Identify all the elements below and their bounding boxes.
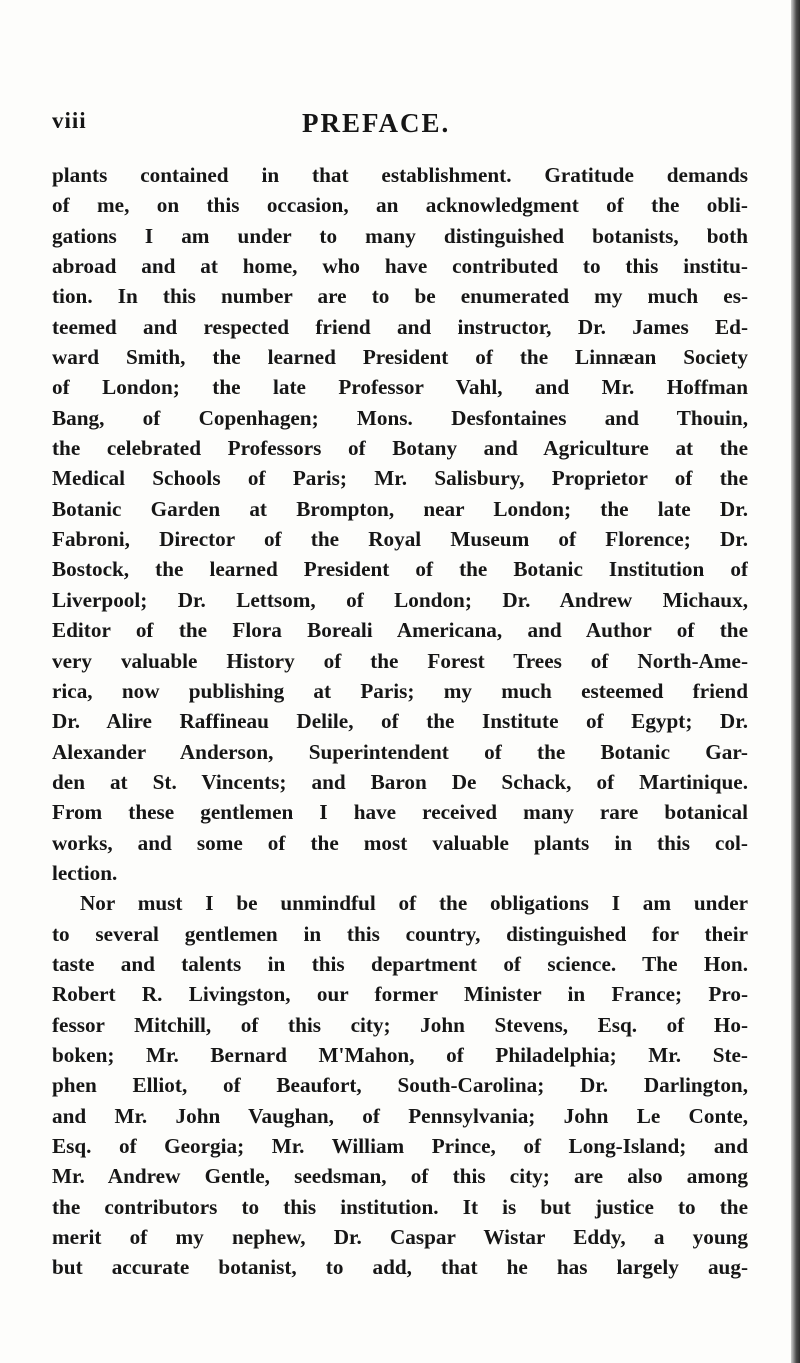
text-line: fessor Mitchill, of this city; John Stevens, Esq. of Ho- — [52, 1012, 748, 1037]
page-edge-shadow — [791, 0, 800, 1363]
text-line: teemed and respected friend and instructor, Dr. James Ed- — [52, 314, 748, 339]
text-line: den at St. Vincents; and Baron De Schack, of Martinique. — [52, 769, 748, 794]
text-line: Bostock, the learned President of the Botanic Institution of — [52, 557, 748, 582]
text-line: but accurate botanist, to add, that he has largely aug- — [52, 1255, 748, 1280]
text-line: and Mr. John Vaughan, of Pennsylvania; John Le Conte, — [52, 1103, 748, 1128]
text-line: to several gentlemen in this country, distinguished for their — [52, 921, 748, 946]
text-line: Robert R. Livingston, our former Minister in France; Pro- — [52, 982, 748, 1007]
text-line: ward Smith, the learned President of the Linnæan Society — [52, 345, 748, 370]
text-line: rica, now publishing at Paris; my much esteemed friend — [52, 678, 748, 703]
text-line: Botanic Garden at Brompton, near London; the late Dr. — [52, 496, 748, 521]
text-line: Medical Schools of Paris; Mr. Salisbury, Proprietor of the — [52, 466, 748, 491]
running-head: PREFACE. — [302, 108, 451, 138]
text-line: abroad and at home, who have contributed to this institu- — [52, 254, 748, 279]
text-line: Alexander Anderson, Superintendent of the Botanic Gar- — [52, 739, 748, 764]
text-line: plants contained in that establishment. Gratitude demands — [52, 163, 748, 187]
text-line: tion. In this number are to be enumerated my much es- — [52, 284, 748, 309]
text-line: Editor of the Flora Boreali Americana, and Author of the — [52, 618, 748, 643]
text-line: Esq. of Georgia; Mr. William Prince, of Long-Island; and — [52, 1134, 748, 1158]
text-line: works, and some of the most valuable plants in this col- — [52, 830, 748, 855]
text-line: Nor must I be unmindful of the obligations I am under — [80, 891, 748, 916]
text-line: Liverpool; Dr. Lettsom, of London; Dr. Andrew Michaux, — [52, 587, 748, 612]
text-line: taste and talents in this department of science. The Hon. — [52, 951, 748, 976]
body-text — [52, 160, 748, 1283]
page-header — [52, 108, 732, 142]
page-number: viii — [52, 108, 87, 133]
text-line: lection. — [52, 860, 118, 885]
text-line: merit of my nephew, Dr. Caspar Wistar Eddy, a young — [52, 1225, 748, 1250]
text-line: Fabroni, Director of the Royal Museum of Florence; Dr. — [52, 527, 748, 552]
text-line: boken; Mr. Bernard M'Mahon, of Philadelphia; Mr. Ste- — [52, 1042, 748, 1067]
text-line: Dr. Alire Raffineau Delile, of the Institute of Egypt; Dr. — [52, 709, 748, 734]
text-line: Mr. Andrew Gentle, seedsman, of this city; are also among — [52, 1164, 748, 1189]
text-line: of London; the late Professor Vahl, and Mr. Hoffman — [52, 375, 748, 400]
text-line: From these gentlemen I have received many rare botanical — [52, 800, 748, 825]
text-line: of me, on this occasion, an acknowledgment of the obli- — [52, 193, 748, 218]
text-line: the contributors to this institution. It is but justice to the — [52, 1194, 748, 1219]
text-line: phen Elliot, of Beaufort, South-Carolina; Dr. Darlington, — [52, 1073, 748, 1098]
text-line: Bang, of Copenhagen; Mons. Desfontaines and Thouin, — [52, 405, 748, 430]
text-line: very valuable History of the Forest Trees of North-Ame- — [52, 648, 748, 673]
text-line: gations I am under to many distinguished botanists, both — [52, 223, 748, 248]
text-line: the celebrated Professors of Botany and Agriculture at the — [52, 436, 748, 461]
